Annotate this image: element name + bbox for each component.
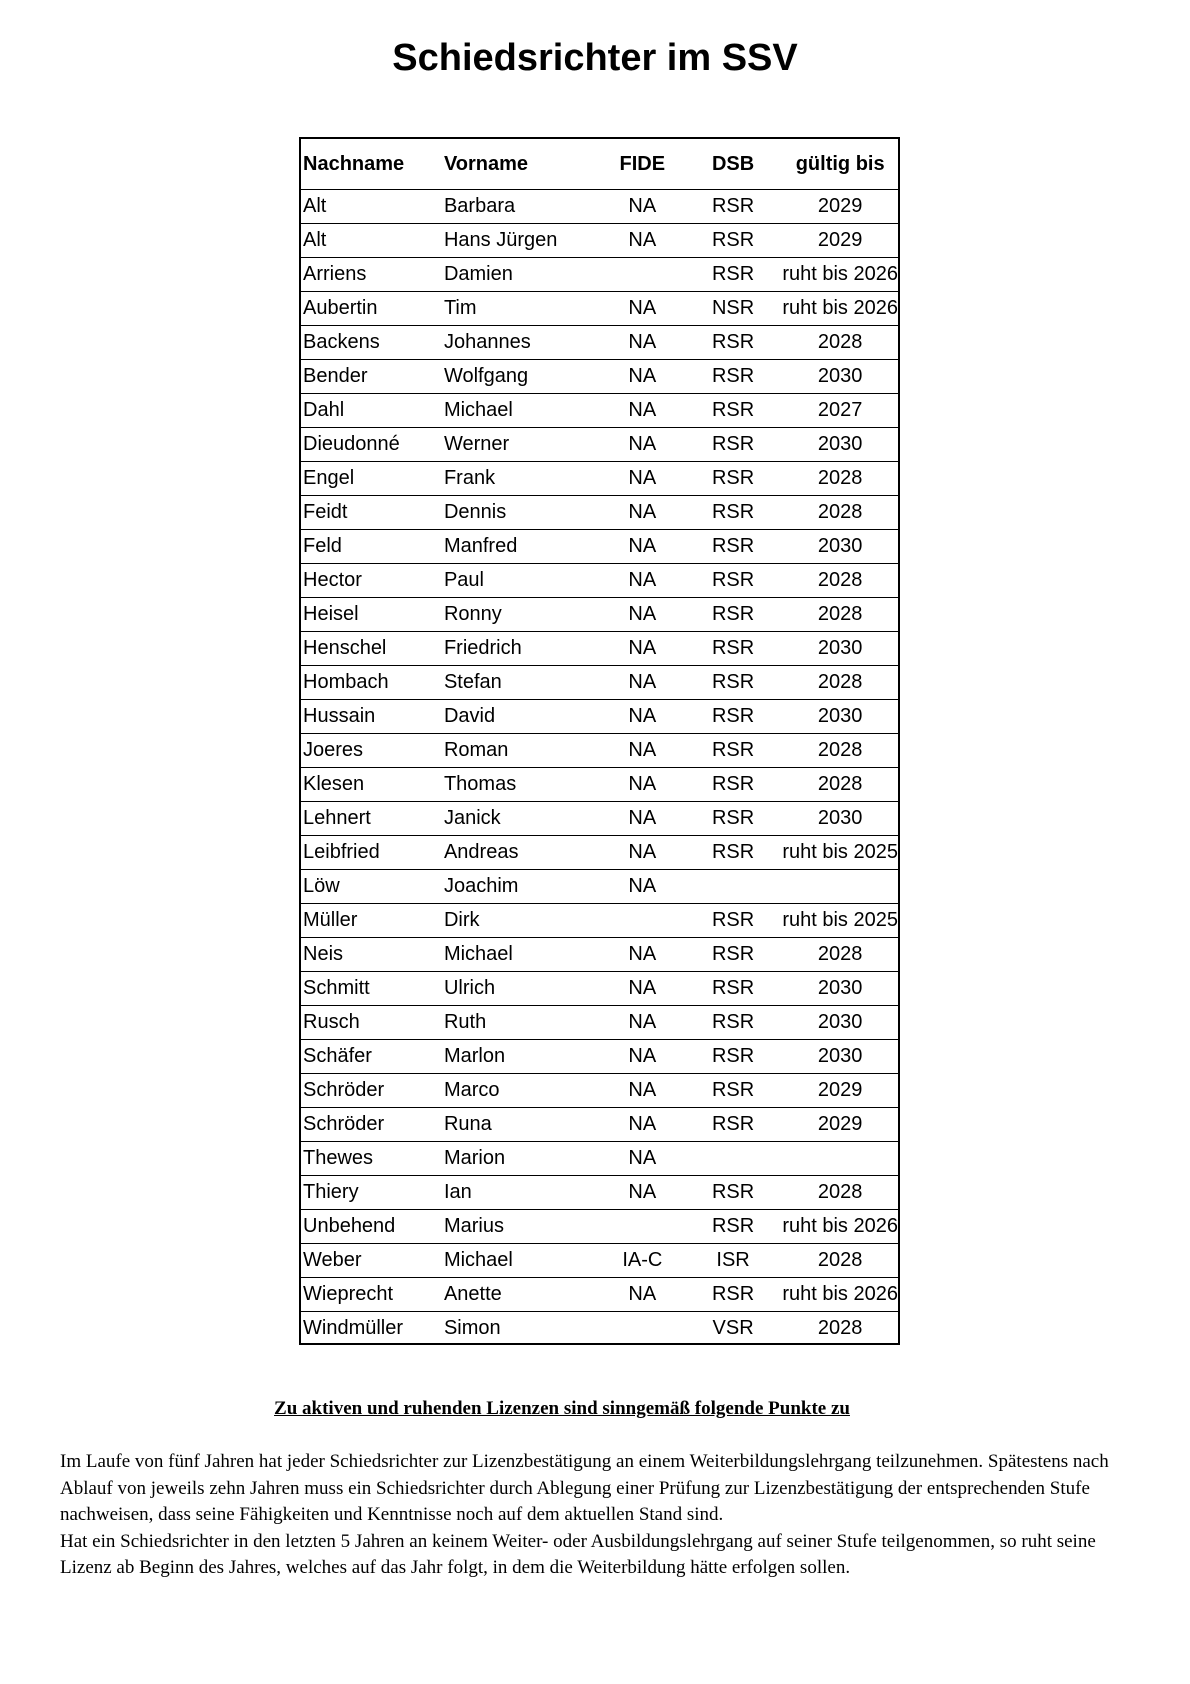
table-row	[301, 870, 898, 904]
cell-last-name: Thiery	[301, 1176, 444, 1210]
cell-dsb: RSR	[684, 462, 783, 496]
cell-dsb: RSR	[684, 394, 783, 428]
cell-last-name: Backens	[301, 326, 444, 360]
cell-valid-until: ruht bis 2026	[782, 1210, 898, 1244]
cell-valid-until: 2030	[782, 972, 898, 1006]
cell-dsb: RSR	[684, 258, 783, 292]
cell-fide: NA	[601, 224, 684, 258]
referee-table	[301, 139, 898, 1345]
table-row	[301, 1006, 898, 1040]
cell-dsb: RSR	[684, 428, 783, 462]
cell-dsb: NSR	[684, 292, 783, 326]
header-valid-until: gültig bis	[782, 139, 898, 190]
cell-fide: NA	[601, 462, 684, 496]
table-row	[301, 1210, 898, 1244]
cell-first-name: Damien	[444, 258, 601, 292]
cell-valid-until: 2029	[782, 224, 898, 258]
cell-valid-until: 2030	[782, 802, 898, 836]
cell-last-name: Schröder	[301, 1074, 444, 1108]
cell-last-name: Leibfried	[301, 836, 444, 870]
cell-dsb: RSR	[684, 1006, 783, 1040]
notes-paragraph: Im Laufe von fünf Jahren hat jeder Schiedsrichter zur Lizenzbestätigung an einem Weiterbildungslehrgang teilzunehmen. Spätestens nach Ablauf von jeweils zehn Jahren muss ein Schiedsrichter durch Ablegung einer Prüfung zur Lizenzbestätigung der entsprechenden Stufe nachweisen, dass seine Fähigkeiten und Kenntnisse noch auf dem aktuellen Stand sind.	[60, 1451, 1109, 1525]
cell-fide: NA	[601, 768, 684, 802]
cell-first-name: Simon	[443, 1317, 501, 1339]
cell-fide: NA	[601, 836, 684, 870]
cell-dsb: RSR	[684, 734, 783, 768]
referee-table-frame	[299, 137, 900, 1345]
header-last-name: Nachname	[301, 139, 444, 190]
cell-first-name: Barbara	[444, 190, 601, 224]
cell-dsb	[684, 1142, 783, 1176]
cell-dsb: RSR	[684, 598, 783, 632]
cell-last-name: Arriens	[301, 258, 444, 292]
cell-first-name: Roman	[444, 734, 601, 768]
cell-first-name: David	[444, 700, 601, 734]
cell-dsb: RSR	[684, 530, 783, 564]
cell-fide: NA	[601, 530, 684, 564]
table-row	[301, 1176, 898, 1210]
cell-valid-until: 2030	[782, 1040, 898, 1074]
cell-valid-until: 2028	[782, 1244, 898, 1278]
cell-fide: NA	[601, 972, 684, 1006]
cell-first-name: Andreas	[444, 836, 601, 870]
cell-fide: IA-C	[601, 1244, 684, 1278]
cell-dsb: RSR	[684, 360, 783, 394]
cell-last-name: Müller	[301, 904, 444, 938]
cell-last-name: Alt	[301, 190, 444, 224]
cell-first-name: Ian	[444, 1176, 601, 1210]
cell-valid-until: ruht bis 2025	[782, 904, 898, 938]
cell-valid-until: 2030	[782, 428, 898, 462]
cell-last-name: Feld	[301, 530, 444, 564]
cell-fide: NA	[601, 1278, 684, 1312]
cell-last-name: Dieudonné	[301, 428, 444, 462]
notes-paragraph: Hat ein Schiedsrichter in den letzten 5 Jahren an keinem Weiter- oder Ausbildungslehrgang auf seiner Stufe teilgenommen, so ruht seine Lizenz ab Beginn des Jahres, welches auf das Jahr folgt, in dem die Weiterbildung hätte erfolgen sollen.	[60, 1530, 1096, 1578]
table-row	[301, 462, 898, 496]
cell-first-name: Ruth	[444, 1006, 601, 1040]
notes-body	[60, 1449, 1140, 1582]
cell-valid-until: 2027	[782, 394, 898, 428]
cell-fide: NA	[601, 802, 684, 836]
cell-dsb: RSR	[684, 904, 783, 938]
cell-last-name: Rusch	[301, 1006, 444, 1040]
cell-valid-until: 2029	[782, 1074, 898, 1108]
table-row	[301, 394, 898, 428]
header-dsb: DSB	[684, 139, 783, 190]
cell-last-name: Windmüller	[303, 1317, 404, 1339]
cell-last-name: Bender	[301, 360, 444, 394]
cell-last-name: Heisel	[301, 598, 444, 632]
cell-last-name: Engel	[301, 462, 444, 496]
cell-fide	[601, 1210, 684, 1244]
cell-first-name: Michael	[444, 1244, 601, 1278]
cell-valid-until: 2029	[782, 190, 898, 224]
cell-valid-until: 2030	[782, 530, 898, 564]
cell-dsb: RSR	[684, 972, 783, 1006]
table-row	[301, 258, 898, 292]
table-row	[301, 632, 898, 666]
cell-last-name: Hombach	[301, 666, 444, 700]
cell-last-name: Dahl	[301, 394, 444, 428]
table-row	[301, 530, 898, 564]
cell-first-name: Michael	[444, 394, 601, 428]
cell-fide: NA	[601, 190, 684, 224]
cell-first-name: Janick	[444, 802, 601, 836]
table-row	[301, 1074, 898, 1108]
cell-last-name: Schmitt	[301, 972, 444, 1006]
table-row	[301, 224, 898, 258]
cell-dsb: RSR	[684, 224, 783, 258]
table-row	[301, 428, 898, 462]
cell-fide: NA	[601, 564, 684, 598]
cell-last-name: Alt	[301, 224, 444, 258]
cell-fide: NA	[601, 1006, 684, 1040]
cell-valid-until: 2028	[782, 734, 898, 768]
cell-fide: NA	[601, 1040, 684, 1074]
cell-valid-until: 2029	[782, 1108, 898, 1142]
cell-dsb: RSR	[684, 1176, 783, 1210]
cell-valid-until: 2028	[782, 768, 898, 802]
cell-first-name: Frank	[444, 462, 601, 496]
cell-fide: NA	[601, 292, 684, 326]
cell-fide: NA	[601, 1142, 684, 1176]
cell-last-name: Unbehend	[301, 1210, 444, 1244]
cell-valid-until: 2028	[782, 462, 898, 496]
cell-valid-until: 2028	[782, 938, 898, 972]
cell-dsb: RSR	[684, 564, 783, 598]
cell-fide	[601, 1312, 684, 1346]
page-title: Schiedsrichter im SSV	[392, 37, 798, 79]
notes-heading: Zu aktiven und ruhenden Lizenzen sind sinngemäß folgende Punkte zu	[274, 1398, 850, 1419]
table-row	[301, 972, 898, 1006]
cell-first-name: Ulrich	[444, 972, 601, 1006]
cell-fide: NA	[601, 394, 684, 428]
cell-first-name: Manfred	[444, 530, 601, 564]
cell-last-name: Henschel	[301, 632, 444, 666]
cell-fide: NA	[601, 326, 684, 360]
cell-valid-until: 2030	[782, 1006, 898, 1040]
cell-first-name: Paul	[444, 564, 601, 598]
cell-dsb: RSR	[684, 632, 783, 666]
cell-valid-until: 2028	[817, 1317, 863, 1339]
cell-valid-until: 2030	[782, 700, 898, 734]
cell-last-name: Wieprecht	[301, 1278, 444, 1312]
table-row	[301, 1312, 898, 1346]
cell-last-name: Klesen	[301, 768, 444, 802]
cell-first-name: Dirk	[444, 904, 601, 938]
cell-last-name: Hussain	[301, 700, 444, 734]
table-row	[301, 1142, 898, 1176]
cell-last-name: Aubertin	[301, 292, 444, 326]
cell-first-name: Ronny	[444, 598, 601, 632]
cell-fide	[601, 904, 684, 938]
cell-valid-until: ruht bis 2026	[782, 1278, 898, 1312]
cell-valid-until: ruht bis 2025	[782, 836, 898, 870]
cell-dsb: RSR	[684, 190, 783, 224]
cell-last-name: Joeres	[301, 734, 444, 768]
cell-first-name: Marco	[444, 1074, 601, 1108]
cell-last-name: Schröder	[301, 1108, 444, 1142]
table-row	[301, 1108, 898, 1142]
table-row	[301, 1040, 898, 1074]
cell-fide: NA	[601, 598, 684, 632]
table-row	[301, 326, 898, 360]
cell-dsb: RSR	[684, 326, 783, 360]
cell-fide: NA	[601, 700, 684, 734]
cell-dsb: RSR	[684, 1074, 783, 1108]
cell-first-name: Werner	[444, 428, 601, 462]
cell-valid-until: 2030	[782, 360, 898, 394]
table-row	[301, 734, 898, 768]
header-fide: FIDE	[601, 139, 684, 190]
cell-fide: NA	[601, 496, 684, 530]
cell-last-name: Löw	[301, 870, 444, 904]
cell-fide: NA	[601, 1074, 684, 1108]
table-row	[301, 292, 898, 326]
table-row	[301, 666, 898, 700]
table-row	[301, 904, 898, 938]
cell-fide: NA	[601, 666, 684, 700]
cell-first-name: Dennis	[444, 496, 601, 530]
table-row	[301, 938, 898, 972]
table-row	[301, 564, 898, 598]
table-row	[301, 700, 898, 734]
cell-dsb: ISR	[684, 1244, 783, 1278]
cell-fide: NA	[601, 428, 684, 462]
table-row	[301, 1278, 898, 1312]
cell-dsb: RSR	[684, 496, 783, 530]
cell-dsb: RSR	[684, 1040, 783, 1074]
cell-first-name: Johannes	[444, 326, 601, 360]
table-row	[301, 836, 898, 870]
cell-valid-until: 2028	[782, 496, 898, 530]
cell-valid-until: ruht bis 2026	[782, 258, 898, 292]
table-row	[301, 598, 898, 632]
cell-valid-until: 2028	[782, 598, 898, 632]
cell-first-name: Wolfgang	[444, 360, 601, 394]
cell-dsb	[684, 870, 783, 904]
cell-last-name: Neis	[301, 938, 444, 972]
cell-first-name: Stefan	[444, 666, 601, 700]
cell-valid-until: 2028	[782, 326, 898, 360]
cell-fide: NA	[601, 632, 684, 666]
cell-dsb: RSR	[684, 836, 783, 870]
cell-dsb: RSR	[684, 938, 783, 972]
table-row	[301, 190, 898, 224]
cell-first-name: Marlon	[444, 1040, 601, 1074]
cell-dsb: RSR	[684, 1210, 783, 1244]
cell-first-name: Anette	[444, 1278, 601, 1312]
cell-dsb: RSR	[684, 1278, 783, 1312]
cell-last-name: Feidt	[301, 496, 444, 530]
cell-first-name: Thomas	[444, 768, 601, 802]
cell-valid-until: 2028	[782, 666, 898, 700]
table-row	[301, 1244, 898, 1278]
cell-last-name: Hector	[301, 564, 444, 598]
cell-valid-until: ruht bis 2026	[782, 292, 898, 326]
cell-valid-until	[782, 870, 898, 904]
cell-fide: NA	[601, 734, 684, 768]
cell-first-name: Joachim	[444, 870, 601, 904]
cell-first-name: Marion	[444, 1142, 601, 1176]
cell-first-name: Hans Jürgen	[444, 224, 601, 258]
header-first-name: Vorname	[444, 139, 601, 190]
cell-last-name: Weber	[301, 1244, 444, 1278]
cell-first-name: Friedrich	[444, 632, 601, 666]
table-row	[301, 496, 898, 530]
cell-valid-until	[782, 1142, 898, 1176]
cell-fide: NA	[601, 360, 684, 394]
cell-valid-until: 2028	[782, 564, 898, 598]
table-row	[301, 802, 898, 836]
table-row	[301, 768, 898, 802]
table-header-row	[301, 139, 898, 190]
cell-fide: NA	[601, 938, 684, 972]
cell-first-name: Michael	[444, 938, 601, 972]
cell-dsb: RSR	[684, 666, 783, 700]
cell-valid-until: 2030	[782, 632, 898, 666]
cell-fide: NA	[601, 1176, 684, 1210]
cell-first-name: Marius	[444, 1210, 601, 1244]
cell-dsb: RSR	[684, 1108, 783, 1142]
cell-dsb: VSR	[712, 1317, 754, 1339]
cell-last-name: Lehnert	[301, 802, 444, 836]
cell-first-name: Runa	[444, 1108, 601, 1142]
cell-last-name: Thewes	[301, 1142, 444, 1176]
cell-fide: NA	[601, 870, 684, 904]
cell-first-name: Tim	[444, 292, 601, 326]
table-row	[301, 360, 898, 394]
cell-fide	[601, 258, 684, 292]
cell-dsb: RSR	[684, 700, 783, 734]
cell-valid-until: 2028	[782, 1176, 898, 1210]
cell-fide: NA	[601, 1108, 684, 1142]
cell-dsb: RSR	[684, 768, 783, 802]
cell-dsb: RSR	[684, 802, 783, 836]
table-body	[301, 190, 898, 1346]
cell-last-name: Schäfer	[301, 1040, 444, 1074]
